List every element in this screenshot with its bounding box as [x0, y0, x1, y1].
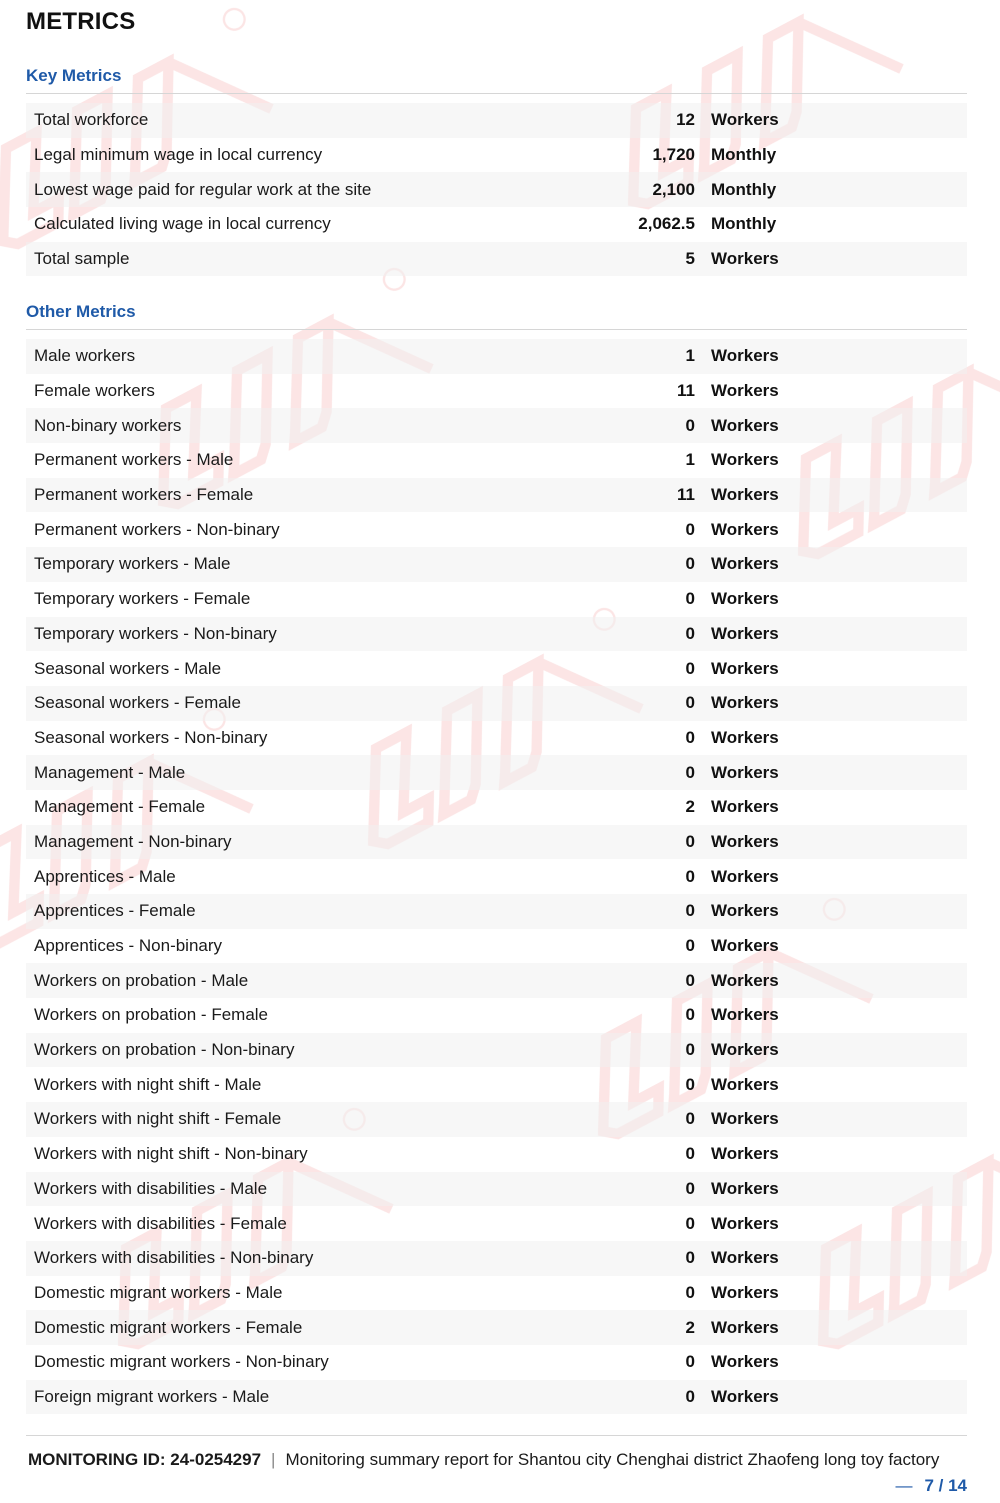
metric-unit: Workers	[711, 831, 779, 851]
other-metrics-table	[26, 339, 967, 1414]
other-metric-row	[26, 339, 967, 374]
metric-unit: Workers	[711, 110, 779, 130]
page-dash: —	[895, 1476, 913, 1495]
other-metric-row	[26, 929, 967, 964]
metric-value: 2,062.5	[638, 214, 695, 234]
footer-divider	[26, 1435, 967, 1436]
other-metric-row	[26, 374, 967, 409]
metric-value: 1	[685, 346, 695, 366]
metric-label: Total workforce	[34, 110, 149, 130]
metric-label: Apprentices - Non-binary	[34, 936, 223, 956]
monitoring-id: MONITORING ID: 24-0254297	[28, 1450, 262, 1469]
metric-unit: Workers	[711, 1144, 779, 1164]
metric-unit: Workers	[711, 1074, 779, 1094]
other-metric-row	[26, 617, 967, 652]
metric-value: 0	[685, 727, 695, 747]
metric-value: 0	[685, 866, 695, 886]
metric-label: Workers with disabilities - Non-binary	[34, 1248, 314, 1268]
metric-unit: Workers	[711, 1005, 779, 1025]
other-metric-row	[26, 859, 967, 894]
metric-value: 0	[685, 1005, 695, 1025]
metric-label: Temporary workers - Non-binary	[34, 623, 277, 643]
metric-label: Management - Female	[34, 797, 206, 817]
metric-label: Total sample	[34, 249, 130, 269]
other-metric-row	[26, 1067, 967, 1102]
metric-value: 0	[685, 762, 695, 782]
metric-value: 0	[685, 831, 695, 851]
metric-value: 0	[685, 970, 695, 990]
metric-value: 0	[685, 693, 695, 713]
other-metric-row	[26, 894, 967, 929]
metric-unit: Workers	[711, 1178, 779, 1198]
metric-label: Seasonal workers - Female	[34, 693, 241, 713]
metric-label: Permanent workers - Female	[34, 485, 254, 505]
other-metric-row	[26, 1310, 967, 1345]
report-title: Monitoring summary report for Shantou city Chenghai district Zhaofeng long toy factory	[285, 1450, 940, 1469]
metric-value: 12	[676, 110, 695, 130]
metric-value: 0	[685, 1386, 695, 1406]
metric-label: Temporary workers - Female	[34, 589, 251, 609]
metric-unit: Workers	[711, 346, 779, 366]
other-metric-row	[26, 721, 967, 756]
other-metric-row	[26, 1345, 967, 1380]
metric-label: Workers with disabilities - Male	[34, 1178, 268, 1198]
metric-label: Female workers	[34, 381, 155, 401]
metric-unit: Workers	[711, 866, 779, 886]
other-metric-row	[26, 408, 967, 443]
metric-unit: Workers	[711, 970, 779, 990]
footer-separator: |	[271, 1450, 276, 1469]
metric-value: 11	[677, 381, 695, 401]
metric-value: 0	[685, 1178, 695, 1198]
metric-value: 1,720	[652, 145, 695, 165]
metric-unit: Workers	[711, 589, 779, 609]
metric-value: 2	[685, 1317, 695, 1337]
key-metric-row	[26, 207, 967, 242]
metric-unit: Workers	[711, 1040, 779, 1060]
metric-unit: Workers	[711, 1248, 779, 1268]
metric-unit: Workers	[711, 1213, 779, 1233]
metric-label: Legal minimum wage in local currency	[34, 145, 323, 165]
key-metrics-table	[26, 103, 967, 276]
other-metric-row	[26, 1033, 967, 1068]
other-metric-row	[26, 547, 967, 582]
other-metric-row	[26, 582, 967, 617]
metric-label: Lowest wage paid for regular work at the site	[34, 179, 372, 199]
other-metric-row	[26, 478, 967, 513]
metric-label: Workers on probation - Non-binary	[34, 1040, 295, 1060]
metric-value: 0	[685, 1074, 695, 1094]
metric-unit: Workers	[711, 519, 779, 539]
other-metrics-divider	[26, 329, 967, 330]
other-metric-row	[26, 998, 967, 1033]
metric-unit: Workers	[711, 1109, 779, 1129]
other-metric-row	[26, 790, 967, 825]
metric-unit: Workers	[711, 415, 779, 435]
metric-label: Foreign migrant workers - Male	[34, 1386, 270, 1406]
metric-label: Management - Non-binary	[34, 831, 232, 851]
metric-label: Apprentices - Female	[34, 901, 196, 921]
metric-value: 0	[685, 1109, 695, 1129]
metric-label: Workers on probation - Male	[34, 970, 249, 990]
other-metric-row	[26, 512, 967, 547]
metric-label: Domestic migrant workers - Non-binary	[34, 1352, 329, 1372]
metric-value: 0	[685, 1213, 695, 1233]
metric-unit: Workers	[711, 450, 779, 470]
metric-label: Permanent workers - Non-binary	[34, 519, 280, 539]
metric-label: Workers with night shift - Non-binary	[34, 1144, 308, 1164]
key-metrics-divider	[26, 93, 967, 94]
metric-unit: Workers	[711, 762, 779, 782]
metric-unit: Monthly	[711, 145, 777, 165]
metric-label: Temporary workers - Male	[34, 554, 231, 574]
other-metric-row	[26, 1172, 967, 1207]
metric-value: 0	[685, 589, 695, 609]
other-metric-row	[26, 1380, 967, 1415]
metric-label: Workers with disabilities - Female	[34, 1213, 287, 1233]
metric-value: 0	[685, 936, 695, 956]
metric-value: 2,100	[652, 179, 695, 199]
metric-value: 0	[685, 1282, 695, 1302]
key-metric-row	[26, 103, 967, 138]
metric-unit: Workers	[711, 554, 779, 574]
other-metric-row	[26, 1206, 967, 1241]
metric-unit: Workers	[711, 1317, 779, 1337]
metric-label: Seasonal workers - Male	[34, 658, 222, 678]
page-title: METRICS	[26, 8, 136, 35]
other-metrics-heading: Other Metrics	[26, 302, 136, 321]
metric-value: 0	[685, 658, 695, 678]
other-metric-row	[26, 686, 967, 721]
other-metric-row	[26, 651, 967, 686]
metric-value: 2	[685, 797, 695, 817]
metric-unit: Workers	[711, 797, 779, 817]
metric-unit: Workers	[711, 1352, 779, 1372]
metric-label: Workers with night shift - Female	[34, 1109, 282, 1129]
metric-value: 5	[685, 249, 695, 269]
metric-label: Seasonal workers - Non-binary	[34, 727, 268, 747]
metric-value: 0	[685, 901, 695, 921]
metric-label: Calculated living wage in local currency	[34, 214, 331, 234]
metric-value: 0	[685, 554, 695, 574]
metric-unit: Workers	[711, 1282, 779, 1302]
metric-value: 0	[685, 415, 695, 435]
page-indicator	[895, 1476, 967, 1496]
metric-value: 0	[685, 1040, 695, 1060]
key-metrics-heading: Key Metrics	[26, 66, 122, 85]
metric-value: 0	[685, 1248, 695, 1268]
metric-label: Domestic migrant workers - Male	[34, 1282, 283, 1302]
metric-value: 0	[685, 519, 695, 539]
other-metric-row	[26, 1241, 967, 1276]
key-metric-row	[26, 138, 967, 173]
metric-unit: Workers	[711, 1386, 779, 1406]
other-metric-row	[26, 755, 967, 790]
metric-label: Non-binary workers	[34, 415, 182, 435]
metric-label: Apprentices - Male	[34, 866, 176, 886]
metric-label: Workers on probation - Female	[34, 1005, 269, 1025]
other-metric-row	[26, 1276, 967, 1311]
metric-value: 11	[677, 485, 695, 505]
metric-unit: Monthly	[711, 179, 777, 199]
other-metric-row	[26, 1137, 967, 1172]
metric-label: Male workers	[34, 346, 136, 366]
metric-label: Domestic migrant workers - Female	[34, 1317, 303, 1337]
metric-unit: Workers	[711, 936, 779, 956]
metric-value: 1	[685, 450, 695, 470]
metric-label: Management - Male	[34, 762, 186, 782]
metric-value: 0	[685, 1352, 695, 1372]
key-metric-row	[26, 172, 967, 207]
metric-label: Permanent workers - Male	[34, 450, 234, 470]
metric-unit: Workers	[711, 901, 779, 921]
metric-unit: Workers	[711, 381, 779, 401]
key-metric-row	[26, 242, 967, 277]
other-metric-row	[26, 1102, 967, 1137]
metric-unit: Workers	[711, 658, 779, 678]
metric-unit: Workers	[711, 693, 779, 713]
other-metric-row	[26, 963, 967, 998]
footer	[28, 1450, 967, 1470]
other-metric-row	[26, 443, 967, 478]
metric-value: 0	[685, 1144, 695, 1164]
metric-unit: Workers	[711, 485, 779, 505]
metric-unit: Workers	[711, 249, 779, 269]
metric-label: Workers with night shift - Male	[34, 1074, 262, 1094]
metric-unit: Workers	[711, 727, 779, 747]
metric-unit: Monthly	[711, 214, 777, 234]
other-metric-row	[26, 825, 967, 860]
metric-value: 0	[685, 623, 695, 643]
metric-unit: Workers	[711, 623, 779, 643]
page-number: 7 / 14	[924, 1476, 967, 1495]
